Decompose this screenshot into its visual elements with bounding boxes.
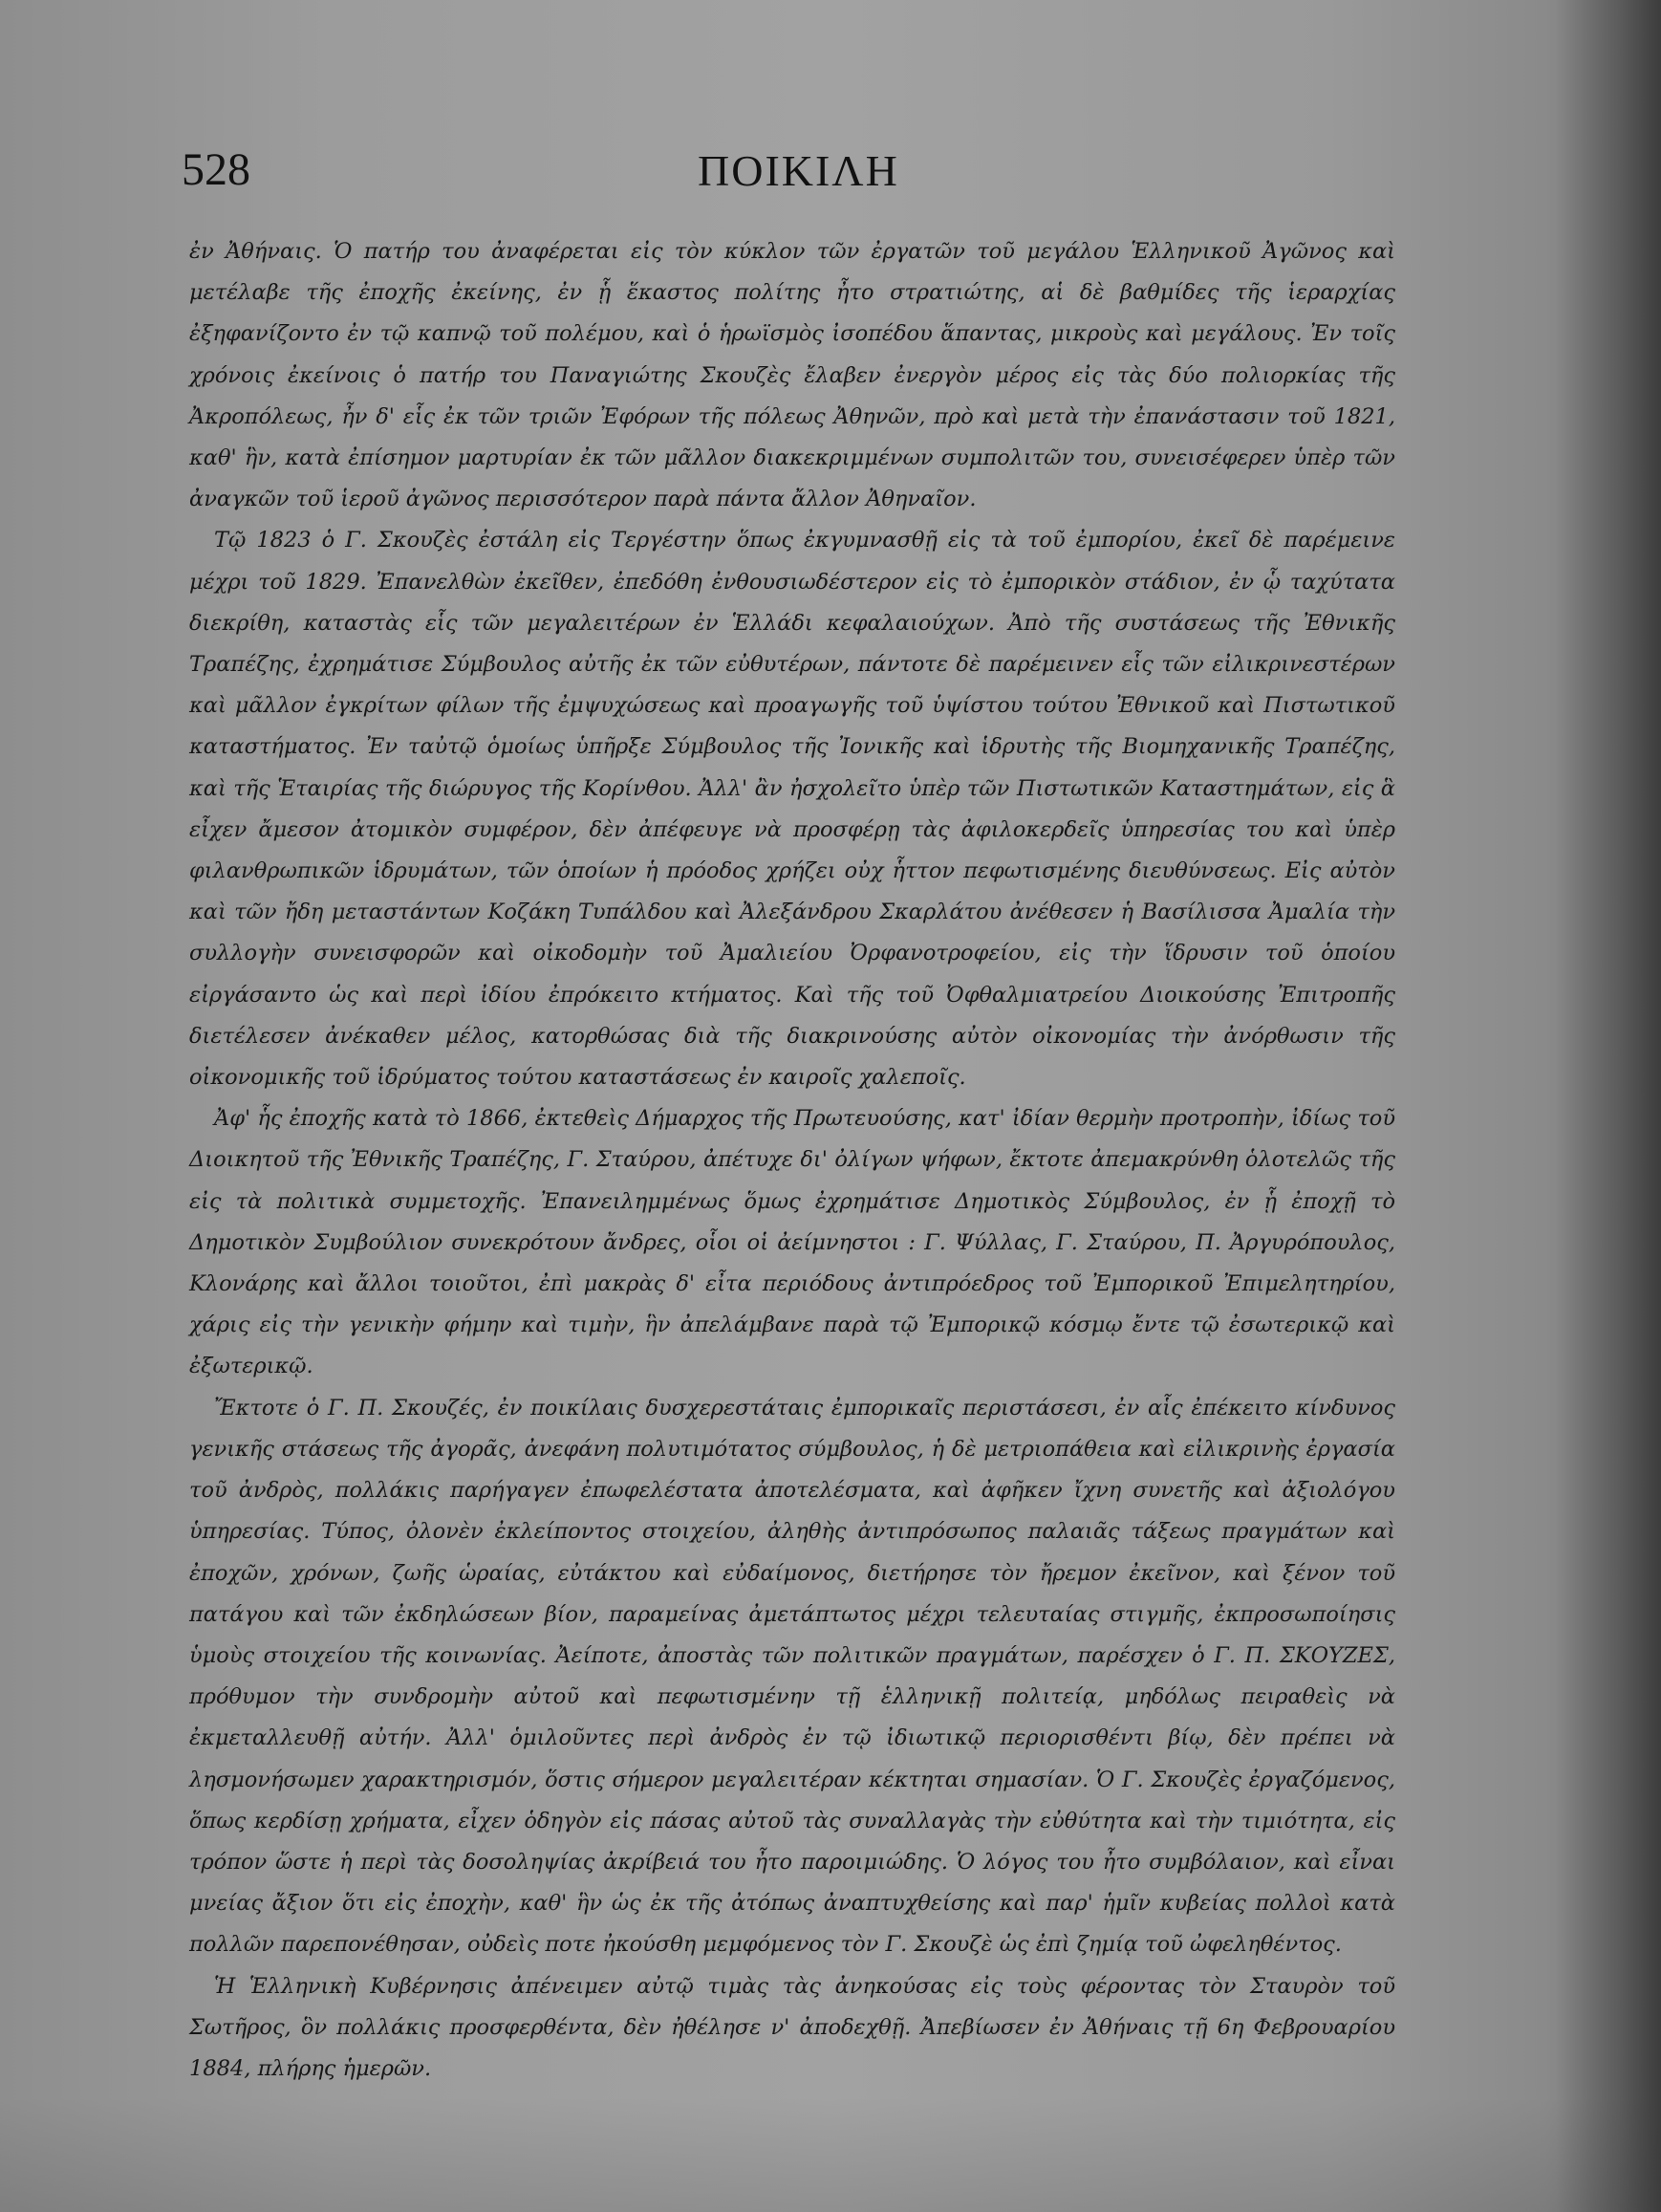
page-header (182, 143, 1386, 210)
paragraph: Ἡ Ἑλληνικὴ Κυβέρνησις ἀπένειμεν αὐτῷ τιμὰς τὰς ἀνηκούσας εἰς τοὺς φέροντας τὸν Σταυρὸν τοῦ Σωτῆρος, ὃν πολλάκις προσφερθέντα, δὲν ἠθέλησε ν' ἀποδεχθῇ. Ἀπεβίωσεν ἐν Ἀθήναις τῇ 6η Φεβρουαρίου 1884, πλήρης ἡμερῶν. (189, 1973, 1395, 2081)
running-title: ΠΟΙΚΙΛΗ (698, 146, 899, 195)
paragraph: ἐν Ἀθήναις. Ὁ πατήρ του ἀναφέρεται εἰς τὸν κύκλον τῶν ἐργατῶν τοῦ μεγάλου Ἑλληνικοῦ Ἀγῶνος καὶ μετέλαβε τῆς ἐποχῆς ἐκείνης, ἐν ᾗ ἕκαστος πολίτης ἦτο στρατιώτης, αἱ δὲ βαθμίδες τῆς ἱεραρχίας ἐξηφανίζοντο ἐν τῷ καπνῷ τοῦ πολέμου, καὶ ὁ ἡρωϊσμὸς ἰσοπέδου ἅπαντας, μικροὺς καὶ μεγάλους. Ἐν τοῖς χρόνοις ἐκείνοις ὁ πατήρ του Παναγιώτης Σκουζὲς ἔλαβεν ἐνεργὸν μέρος εἰς τὰς δύο πολιορκίας τῆς Ἀκροπόλεως, ἦν δ' εἷς ἐκ τῶν τριῶν Ἐφόρων τῆς πόλεως Ἀθηνῶν, πρὸ καὶ μετὰ τὴν ἐπανάστασιν τοῦ 1821, καθ' ἣν, κατὰ ἐπίσημον μαρτυρίαν ἐκ τῶν μᾶλλον διακεκριμμένων συμπολιτῶν του, συνεισέφερεν ὑπὲρ τῶν ἀναγκῶν τοῦ ἱεροῦ ἀγῶνος περισσότερον παρὰ πάντα ἄλλον Ἀθηναῖον. (189, 239, 1395, 512)
page-bottom-shade (0, 2097, 1661, 2212)
page-number: 528 (182, 144, 250, 195)
page-gutter-shadow (1556, 0, 1661, 2212)
body-text (189, 231, 1395, 2090)
paragraph: Ἔκτοτε ὁ Γ. Π. Σκουζές, ἐν ποικίλαις δυσχερεστάταις ἐμπορικαῖς περιστάσεσι, ἐν αἷς ἐπέκειτο κίνδυνος γενικῆς στάσεως τῆς ἀγορᾶς, ἀνεφάνη πολυτιμότατος σύμβουλος, ἡ δὲ μετριοπάθεια καὶ εἰλικρινὴς ἐργασία τοῦ ἀνδρὸς, πολλάκις παρήγαγεν ἐπωφελέστατα ἀποτελέσματα, καὶ ἀφῆκεν ἴχνη συνετῆς καὶ ἀξιολόγου ὑπηρεσίας. Τύπος, ὀλονὲν ἐκλείποντος στοιχείου, ἀληθὴς ἀντιπρόσωπος παλαιᾶς τάξεως πραγμάτων καὶ ἐποχῶν, χρόνων, ζωῆς ὡραίας, εὐτάκτου καὶ εὐδαίμονος, διετήρησε τὸν ἤρεμον ἐκεῖνον, καὶ ξένον τοῦ πατάγου καὶ τῶν ἐκδηλώσεων βίον, παραμείνας ἀμετάπτωτος μέχρι τελευταίας στιγμῆς, ἐκπροσωποίησις ὑμοὺς στοιχείου τῆς κοινωνίας. Ἀείποτε, ἀποστὰς τῶν πολιτικῶν πραγμάτων, παρέσχεν ὁ Γ. Π. ΣΚΟΥΖΕΣ, πρόθυμον τὴν συνδρομὴν αὐτοῦ καὶ πεφωτισμένην τῇ ἑλληνικῇ πολιτείᾳ, μηδόλως πειραθεὶς νὰ ἐκμεταλλευθῇ αὐτήν. Ἀλλ' ὁμιλοῦντες περὶ ἀνδρὸς ἐν τῷ ἰδιωτικῷ περιορισθέντι βίῳ, δὲν πρέπει νὰ λησμονήσωμεν χαρακτηρισμόν, ὅστις σήμερον μεγαλειτέραν κέκτηται σημασίαν. Ὁ Γ. Σκουζὲς ἐργαζόμενος, ὅπως κερδίσῃ χρήματα, εἶχεν ὁδηγὸν εἰς πάσας αὐτοῦ τὰς συναλλαγὰς τὴν εὐθύτητα καὶ τὴν τιμιότητα, εἰς τρόπον ὥστε ἡ περὶ τὰς δοσοληψίας ἀκρίβειά του ἦτο παροιμιώδης. Ὁ λόγος του ἦτο συμβόλαιον, καὶ εἶναι μνείας ἄξιον ὅτι εἰς ἐποχὴν, καθ' ἣν ὡς ἐκ τῆς ἀτόπως ἀναπτυχθείσης καὶ παρ' ἡμῖν κυβείας πολλοὶ κατὰ πολλῶν παρεπονέθησαν, οὐδεὶς ποτε ἠκούσθη μεμφόμενος τὸν Γ. Σκουζὲ ὡς ἐπὶ ζημίᾳ τοῦ ὠφεληθέντος. (189, 1395, 1395, 1958)
paragraph: Τῷ 1823 ὁ Γ. Σκουζὲς ἐστάλη εἰς Τεργέστην ὅπως ἐκγυμνασθῇ εἰς τὰ τοῦ ἐμπορίου, ἐκεῖ δὲ παρέμεινε μέχρι τοῦ 1829. Ἐπανελθὼν ἐκεῖθεν, ἐπεδόθη ἐνθουσιωδέστερον εἰς τὸ ἐμπορικὸν στάδιον, ἐν ᾧ ταχύτατα διεκρίθη, καταστὰς εἷς τῶν μεγαλειτέρων ἐν Ἑλλάδι κεφαλαιούχων. Ἀπὸ τῆς συστάσεως τῆς Ἐθνικῆς Τραπέζης, ἐχρημάτισε Σύμβουλος αὐτῆς ἐκ τῶν εὐθυτέρων, πάντοτε δὲ παρέμεινεν εἷς τῶν εἰλικρινεστέρων καὶ μᾶλλον ἐγκρίτων φίλων τῆς ἐμψυχώσεως καὶ προαγωγῆς τοῦ ὑψίστου τούτου Ἐθνικοῦ καὶ Πιστωτικοῦ καταστήματος. Ἐν ταὐτῷ ὁμοίως ὑπῆρξε Σύμβουλος τῆς Ἰονικῆς καὶ ἱδρυτὴς τῆς Βιομηχανικῆς Τραπέζης, καὶ τῆς Ἑταιρίας τῆς διώρυγος τῆς Κορίνθου. Ἀλλ' ἂν ἠσχολεῖτο ὑπὲρ τῶν Πιστωτικῶν Καταστημάτων, εἰς ἃ εἶχεν ἄμεσον ἀτομικὸν συμφέρον, δὲν ἀπέφευγε νὰ προσφέρῃ τὰς ἀφιλοκερδεῖς ὑπηρεσίας του καὶ ὑπὲρ φιλανθρωπικῶν ἱδρυμάτων, τῶν ὁποίων ἡ πρόοδος χρήζει οὐχ ἧττον πεφωτισμένης διευθύνσεως. Εἰς αὐτὸν καὶ τῶν ἤδη μεταστάντων Κοζάκη Τυπάλδου καὶ Ἀλεξάνδρου Σκαρλάτου ἀνέθεσεν ἡ Βασίλισσα Ἀμαλία τὴν συλλογὴν συνεισφορῶν καὶ οἰκοδομὴν τοῦ Ἀμαλιείου Ὀρφανοτροφείου, εἰς τὴν ἵδρυσιν τοῦ ὁποίου εἰργάσαντο ὡς καὶ περὶ ἰδίου ἐπρόκειτο κτήματος. Καὶ τῆς τοῦ Ὀφθαλμιατρείου Διοικούσης Ἐπιτροπῆς διετέλεσεν ἀνέκαθεν μέλος, κατορθώσας διὰ τῆς διακρινούσης αὐτὸν οἰκονομίας τὴν ἀνόρθωσιν τῆς οἰκονομικῆς τοῦ ἱδρύματος τούτου καταστάσεως ἐν καιροῖς χαλεποῖς. (189, 528, 1395, 1091)
paragraph: Ἀφ' ἧς ἐποχῆς κατὰ τὸ 1866, ἐκτεθεὶς Δήμαρχος τῆς Πρωτευούσης, κατ' ἰδίαν θερμὴν προτροπὴν, ἰδίως τοῦ Διοικητοῦ τῆς Ἐθνικῆς Τραπέζης, Γ. Σταύρου, ἀπέτυχε δι' ὀλίγων ψήφων, ἔκτοτε ἀπεμακρύνθη ὁλοτελῶς τῆς εἰς τὰ πολιτικὰ συμμετοχῆς. Ἐπανειλημμένως ὅμως ἐχρημάτισε Δημοτικὸς Σύμβουλος, ἐν ᾗ ἐποχῇ τὸ Δημοτικὸν Συμβούλιον συνεκρότουν ἄνδρες, οἷοι οἱ ἀείμνηστοι : Γ. Ψύλλας, Γ. Σταύρου, Π. Ἀργυρόπουλος, Κλονάρης καὶ ἄλλοι τοιοῦτοι, ἐπὶ μακρὰς δ' εἶτα περιόδους ἀντιπρόεδρος τοῦ Ἐμπορικοῦ Ἐπιμελητηρίου, χάρις εἰς τὴν γενικὴν φήμην καὶ τιμὴν, ἣν ἀπελάμβανε παρὰ τῷ Ἐμπορικῷ κόσμῳ ἔντε τῷ ἐσωτερικῷ καὶ ἐξωτερικῷ. (189, 1106, 1395, 1379)
